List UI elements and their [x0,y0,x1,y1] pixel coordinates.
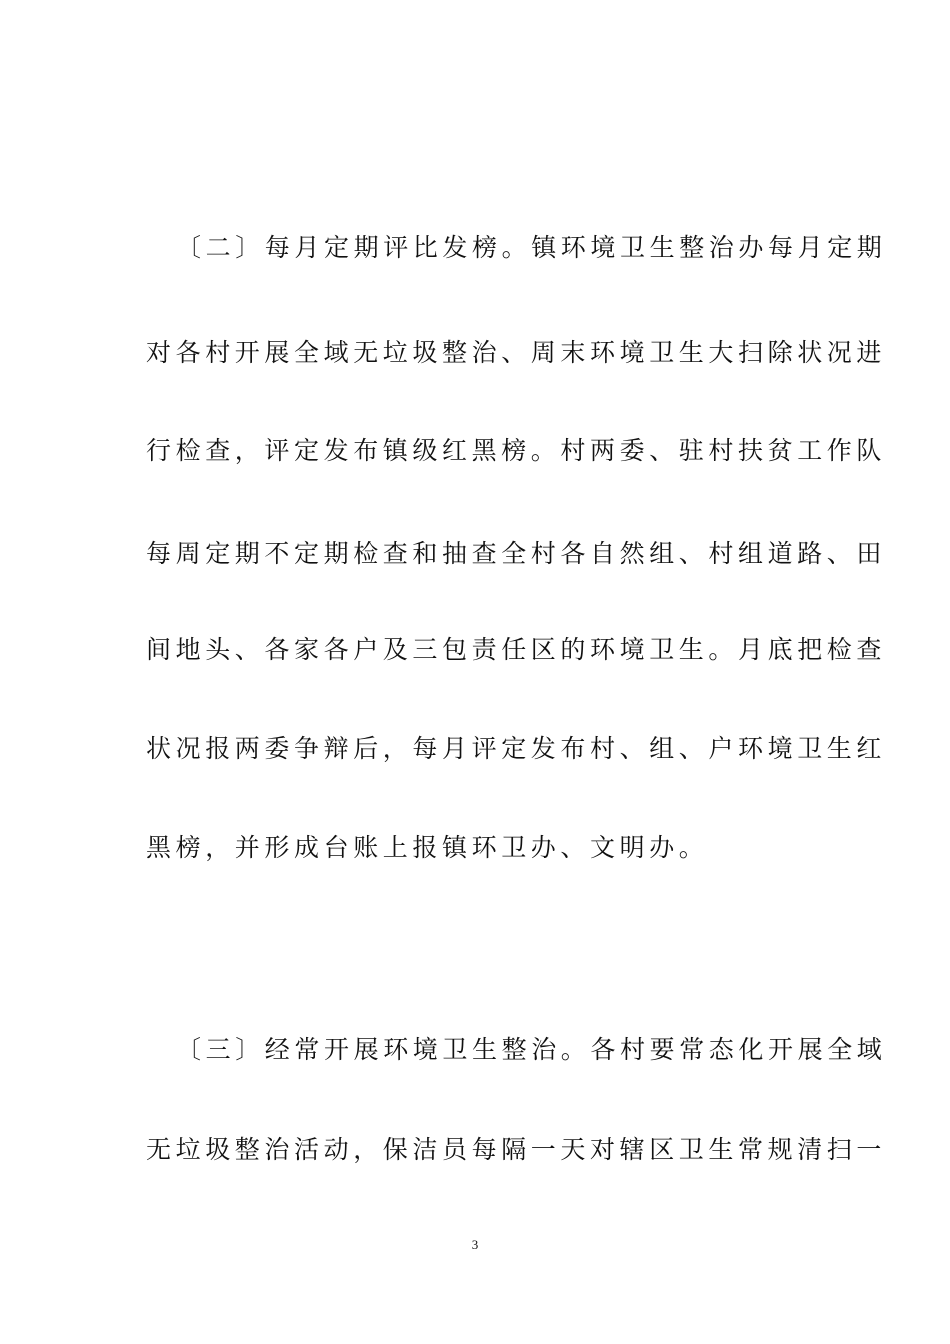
paragraph-3-line-2: 无垃圾整治活动，保洁员每隔一天对辖区卫生常规清扫一 [146,1135,887,1164]
paragraph-2-line-6: 状况报两委争辩后，每月评定发布村、组、户环境卫生红 [146,734,887,763]
paragraph-3-line-1: 〔三〕经常开展环境卫生整治。各村要常态化开展全域 [176,1035,887,1064]
paragraph-2-line-5: 间地头、各家各户及三包责任区的环境卫生。月底把检查 [146,635,887,664]
paragraph-2-line-2: 对各村开展全域无垃圾整治、周末环境卫生大扫除状况进 [146,338,887,367]
page-number: 3 [471,1237,479,1252]
paragraph-2-line-4: 每周定期不定期检查和抽查全村各自然组、村组道路、田 [146,539,887,568]
paragraph-2-line-3: 行检查，评定发布镇级红黑榜。村两委、驻村扶贫工作队 [146,436,887,465]
paragraph-2-line-7: 黑榜，并形成台账上报镇环卫办、文明办。 [146,833,709,862]
paragraph-2-line-1: 〔二〕每月定期评比发榜。镇环境卫生整治办每月定期 [176,233,887,262]
